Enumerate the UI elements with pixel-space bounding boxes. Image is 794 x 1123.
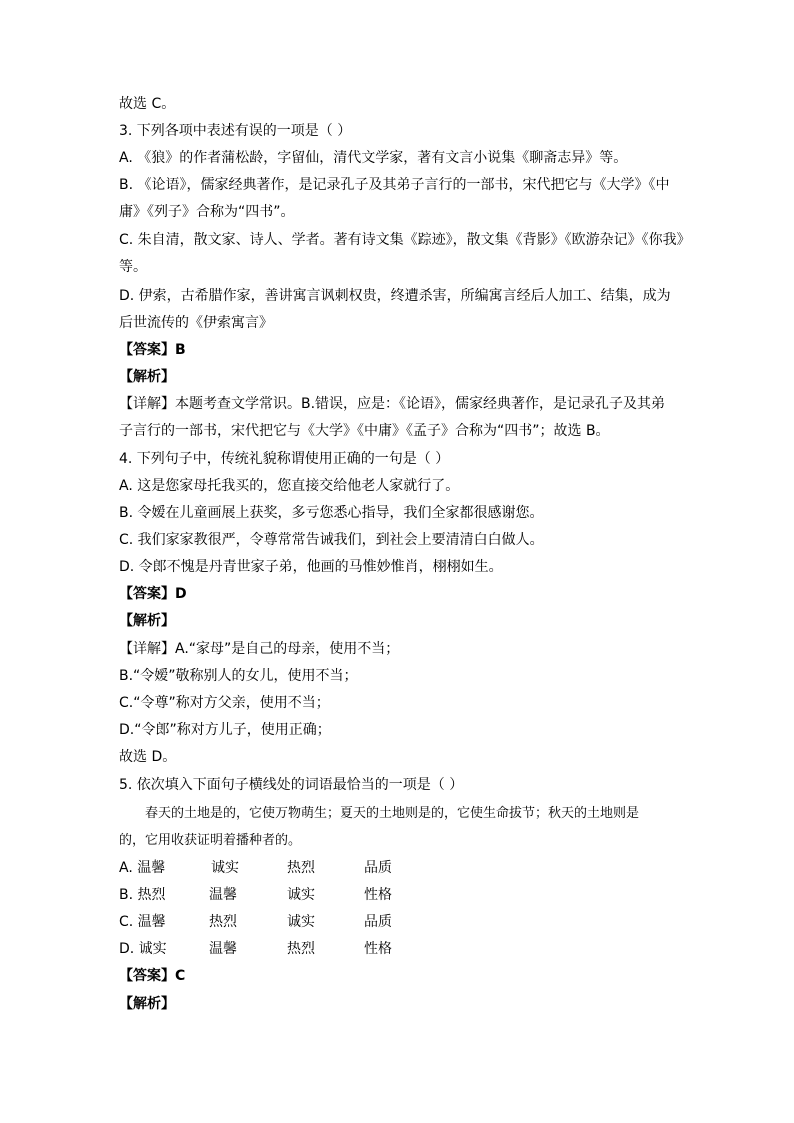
q3-option-d: D. 伊索，古希腊作家，善讲寓言讽刺权贵，终遭杀害，所编寓言经后人加工、结集，成为	[119, 288, 671, 304]
q3-option-b: B. 《论语》，儒家经典著作，是记录孔子及其弟子言行的一部书，宋代把它与《大学》《中	[119, 177, 670, 193]
q3-option-a: A. 《狼》的作者蒲松龄，字留仙，清代文学家，著有文言小说集《聊斋志异》等。	[119, 150, 628, 166]
option-label: C. 温馨	[119, 914, 166, 930]
text-line: 故选 C。	[119, 96, 176, 112]
detail-text: 【详解】A.“家母”是自己的母亲，使用不当；	[119, 641, 400, 657]
option-word: 热烈	[287, 941, 315, 957]
option-word: 热烈	[287, 860, 315, 876]
detail-text: 【详解】本题考查文学常识。B.错误，应是：《论语》，儒家经典著作，是记录孔子及其弟	[119, 396, 666, 412]
option-word: 品质	[364, 914, 392, 930]
analysis-label: 【解析】	[119, 996, 175, 1012]
passage-line: 的，它用收获证明着播种者的。	[119, 833, 302, 848]
q4-option-a: A. 这是您家母托我买的，您直接交给他老人家就行了。	[119, 478, 460, 494]
option-label: D. 诚实	[119, 941, 167, 957]
q5-passage	[119, 800, 679, 854]
detail-text: D.“令郎”称对方儿子，使用正确；	[119, 722, 331, 738]
q4-option-c: C. 我们家家教很严，令尊常常告诫我们，到社会上要清清白白做人。	[119, 532, 544, 548]
option-word: 性格	[364, 941, 392, 957]
detail-text: B.“令嫒”敬称别人的女儿，使用不当；	[119, 668, 358, 684]
text-line: 故选 D。	[119, 749, 177, 765]
option-word: 温馨	[209, 941, 237, 957]
q3-option-d-cont: 后世流传的《伊索寓言》	[119, 315, 273, 331]
passage-line: 春天的土地是的，它使万物萌生；夏天的土地则是的，它使生命拔节；秋天的土地则是	[145, 806, 640, 821]
detail-text: C.“令尊”称对方父亲，使用不当；	[119, 695, 330, 711]
option-word: 热烈	[209, 914, 237, 930]
answer-label: 【答案】B	[119, 342, 186, 358]
option-label: A. 温馨	[119, 860, 166, 876]
q4-option-d: D. 令郎不愧是丹青世家子弟，他画的马惟妙惟肖，栩栩如生。	[119, 559, 503, 575]
analysis-label: 【解析】	[119, 613, 175, 629]
option-word: 温馨	[209, 887, 237, 903]
option-label: B. 热烈	[119, 887, 166, 903]
option-word: 诚实	[287, 887, 315, 903]
option-word: 品质	[364, 860, 392, 876]
analysis-label: 【解析】	[119, 369, 175, 385]
q4-option-b: B. 令嫒在儿童画展上获奖，多亏您悉心指导，我们全家都很感谢您。	[119, 505, 544, 521]
option-word: 性格	[364, 887, 392, 903]
q3-option-c: C. 朱自清，散文家、诗人、学者。著有诗文集《踪迹》，散文集《背影》《欧游杂记》《你我》	[119, 232, 691, 248]
detail-text-cont: 子言行的一部书，宋代把它与《大学》《中庸》《孟子》合称为“四书”；故选 B。	[119, 423, 610, 439]
option-word: 诚实	[211, 860, 239, 876]
answer-label: 【答案】C	[119, 968, 186, 984]
question-4-stem: 4. 下列句子中，传统礼貌称谓使用正确的一句是（ ）	[119, 451, 450, 467]
answer-label: 【答案】D	[119, 586, 187, 602]
q3-option-c-cont: 等。	[119, 259, 147, 275]
question-5-stem: 5. 依次填入下面句子横线处的词语最恰当的一项是（ ）	[119, 777, 464, 793]
question-3-stem: 3. 下列各项中表述有误的一项是（ ）	[119, 123, 352, 139]
option-word: 诚实	[287, 914, 315, 930]
q3-option-b-cont: 庸》《列子》合称为“四书”。	[119, 204, 295, 220]
